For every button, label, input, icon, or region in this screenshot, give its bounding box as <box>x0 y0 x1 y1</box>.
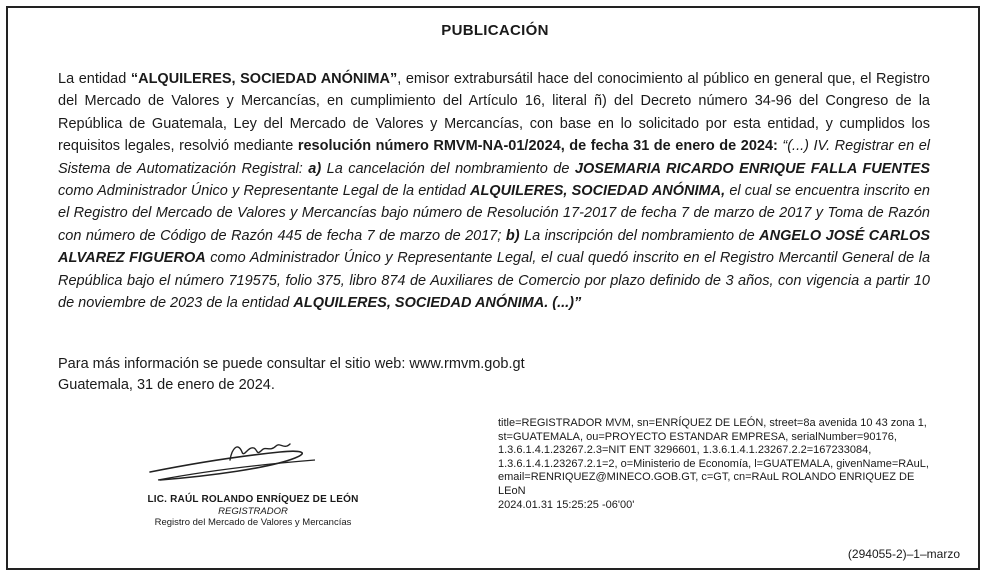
body-segment: La cancelación del nombramiento de <box>321 160 575 177</box>
website-line: Para más información se puede consultar el sitio web: www.rmvm.gob.gt <box>58 356 525 372</box>
info-block <box>58 354 525 396</box>
body-segment: , emisor extrabursátil hace del conocimiento al público en general que, el Registro del Mercado de Valores y Mercancías, en cumplimiento del Artículo 16, literal ñ) del Decreto número 34-96 del Congreso de la República de Guatemala, Ley del Mercado de Valores y Mercancías, con base en lo solicitado por esta entidad, y cumplidos los requisitos legales, resolvió mediante <box>58 71 930 155</box>
body-segment: el cual se encuentra inscrito en el Registro del Mercado de Valores y Mercancías bajo número de Resolución 17-2017 de fecha 7 de marzo de 2017 y Toma de Razón con número de Código de Razón 445 de fecha 7 de marzo de 2017; <box>58 183 930 244</box>
publication-title: PUBLICACIÓN <box>441 22 549 39</box>
entity-name: “ALQUILERES, SOCIEDAD ANÓNIMA” <box>130 71 398 87</box>
body-segment: como Administrador Único y Representante Legal de la entidad <box>58 183 470 200</box>
body-segment: “(...) IV. Registrar en el Sistema de Automatización Registral: <box>58 138 930 177</box>
former-administrator-name: JOSEMARIA RICARDO ENRIQUE FALLA FUENTES <box>574 160 931 177</box>
entity-name-closing: ALQUILERES, SOCIEDAD ANÓNIMA. (...)” <box>293 295 582 312</box>
item-b-marker: b) <box>505 227 520 244</box>
certificate-timestamp: 2024.01.31 15:25:25 -06'00' <box>498 498 635 511</box>
date-line: Guatemala, 31 de enero de 2024. <box>58 377 275 393</box>
signature-scribble <box>130 430 330 490</box>
body-segment: La inscripción del nombramiento de <box>519 227 760 244</box>
signer-role: REGISTRADOR <box>218 506 288 517</box>
certificate-details: title=REGISTRADOR MVM, sn=ENRÍQUEZ DE LEÓN, street=8a avenida 10 43 zona 1, st=GUATEMALA, ou=PROYECTO ESTANDAR EMPRESA, serialNumber=90176, 1.3.6.1.4.1.23267.2.3=NIT ENT 3296601, 1.3.6.1.4.1.23267.2.2=167233084, 1.3.6.1.4.1.23267.2.1=2, o=Ministerio de Economía, l=GUATEMALA, givenName=RAuL, email=RENRIQUEZ@MINECO.GOB.GT, c=GT, cn=RAuL ROLANDO ENRIQUEZ DE LEoN <box>498 417 929 497</box>
entity-name: ALQUILERES, SOCIEDAD ANÓNIMA, <box>469 183 726 200</box>
publication-reference: (294055-2)–1–marzo <box>847 547 960 561</box>
item-a-marker: a) <box>308 160 322 177</box>
new-administrator-name: ANGELO JOSÉ CARLOS ALVAREZ FIGUEROA <box>58 227 931 267</box>
signer-name: LIC. RAÚL ROLANDO ENRÍQUEZ DE LEÓN <box>147 494 359 505</box>
body-segment: como Administrador Único y Representante Legal, el cual quedó inscrito en el Registro Mercantil General de la República bajo el número 719575, folio 375, libro 874 de Auxiliares de Comercio por plazo definido de 3 años, con vigencia a partir 10 de noviembre de 2023 de la entidad <box>58 250 931 312</box>
publication-body <box>58 68 930 314</box>
body-segment: La entidad <box>58 71 131 87</box>
signer-organization: Registro del Mercado de Valores y Mercancías <box>154 517 352 528</box>
resolution-reference: resolución número RMVM-NA-01/2024, de fecha 31 de enero de 2024: <box>297 138 778 155</box>
digital-signature-certificate <box>498 417 938 512</box>
